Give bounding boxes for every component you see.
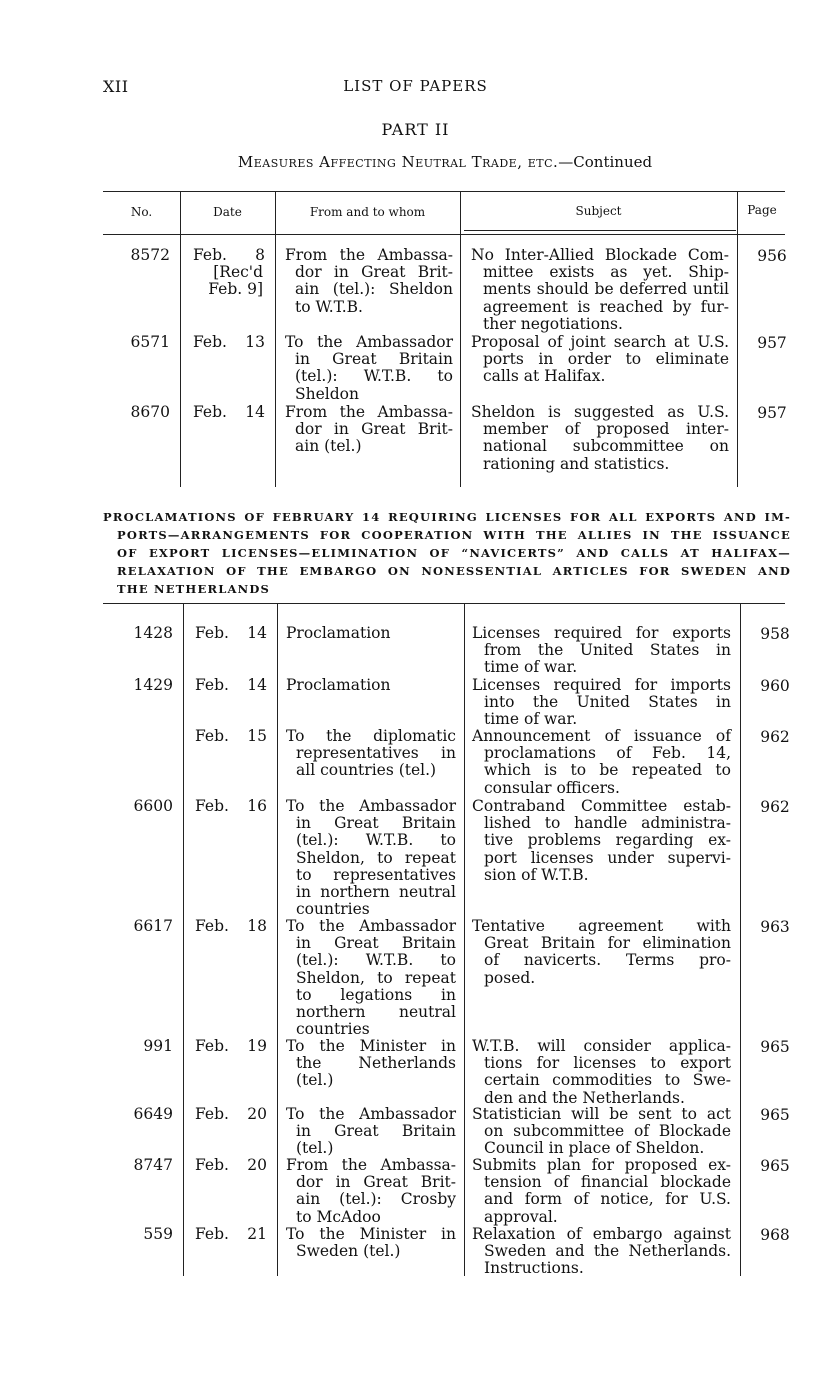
from-line: to legations in <box>296 985 456 1004</box>
paper-number: 8572 <box>130 246 170 264</box>
column-header-page: Page <box>747 203 777 217</box>
from-and-to-whom <box>286 1226 456 1260</box>
subject-line: No Inter-Allied Blockade Com- <box>471 246 729 264</box>
subject <box>472 625 731 677</box>
subject-line: ments should be deferred until <box>483 280 729 299</box>
table1-col-divider <box>180 191 181 487</box>
subject-line: on subcommittee of Blockade <box>484 1122 731 1141</box>
table1-col-divider <box>460 191 461 487</box>
paper-number: 6571 <box>130 333 170 351</box>
page-ref: 962 <box>760 798 790 816</box>
from-line: ain (tel.) <box>295 437 362 456</box>
subject-line: Contraband Committee estab- <box>472 797 731 815</box>
subject-header-underline <box>464 230 736 231</box>
page-ref: 958 <box>760 625 790 643</box>
from-line: To the Minister in <box>286 1225 456 1243</box>
page-number: XII <box>103 77 129 96</box>
paper-date <box>195 625 275 642</box>
subject <box>471 247 729 333</box>
date-month: Feb. <box>195 1225 229 1243</box>
from-line: representatives in <box>296 744 456 763</box>
subject-line: Submits plan for proposed ex- <box>472 1156 731 1174</box>
from-line: Sheldon, to repeat <box>296 848 456 867</box>
page-ref: 965 <box>760 1106 790 1124</box>
table1-col-divider <box>737 191 738 487</box>
subject-line: rationing and statistics. <box>483 454 670 473</box>
subject-line: port licenses under supervi- <box>484 848 731 867</box>
paper-date <box>195 1226 275 1243</box>
date-day: 19 <box>247 1037 267 1055</box>
subject-line: Council in place of Sheldon. <box>484 1139 705 1158</box>
date-month: Feb. <box>195 797 229 815</box>
subject-line: agreement is reached by fur- <box>483 297 729 316</box>
from-line: To the Minister in <box>286 1037 456 1055</box>
subject-line: W.T.B. will consider applica- <box>472 1037 731 1055</box>
date-day: 8 <box>255 246 265 264</box>
running-title: LIST OF PAPERS <box>343 77 488 95</box>
subject-line: consular officers. <box>484 778 620 797</box>
subject <box>471 404 729 473</box>
from-and-to-whom <box>285 247 453 316</box>
subject-line: mittee exists as yet. Ship- <box>483 263 729 282</box>
subject-line: Sheldon is suggested as U.S. <box>471 403 729 421</box>
subject-line: Great Britain for elimination <box>484 934 731 953</box>
from-and-to-whom <box>286 1106 456 1158</box>
table2-col-divider <box>277 603 278 1276</box>
subject-line: into the United States in <box>484 693 731 712</box>
table2-col-divider <box>183 603 184 1276</box>
date-day: 16 <box>247 797 267 815</box>
subject-line: time of war. <box>484 658 578 677</box>
subject-line: Sweden and the Netherlands. <box>484 1242 731 1261</box>
date-day: 15 <box>247 727 267 745</box>
table2-top-rule <box>103 603 785 604</box>
date-month: Feb. <box>195 676 229 694</box>
paper-number: 559 <box>143 1225 173 1243</box>
section-title: Measures Affecting Neutral Trade, etc. <box>237 153 559 171</box>
page-ref: 963 <box>760 918 790 936</box>
subject-line: Announcement of issuance of <box>472 727 731 745</box>
subject-line: certain commodities to Swe- <box>484 1071 731 1090</box>
paper-number: 6600 <box>133 797 173 815</box>
from-line: Sheldon, to repeat <box>296 968 456 987</box>
from-line: in Great Britain <box>296 1122 456 1141</box>
paper-date <box>193 247 273 298</box>
from-line: to representatives <box>296 865 456 884</box>
from-line: dor in Great Brit- <box>295 420 453 439</box>
subject-line: ther negotiations. <box>483 314 623 333</box>
date-day: 20 <box>247 1156 267 1174</box>
paper-number: 8670 <box>130 403 170 421</box>
from-line: in Great Britain <box>296 934 456 953</box>
table2-col-divider <box>464 603 465 1276</box>
subsection-line: THE NETHERLANDS <box>117 582 271 596</box>
page-ref: 965 <box>760 1038 790 1056</box>
paper-number: 6649 <box>133 1105 173 1123</box>
subject <box>472 918 731 987</box>
paper-date <box>195 798 275 815</box>
subsection-line: RELAXATION OF THE EMBARGO ON NONESSENTIAL ARTICLES FOR SWEDEN AND <box>117 564 791 578</box>
from-and-to-whom <box>285 334 453 403</box>
subject-line: tions for licenses to export <box>484 1054 731 1073</box>
subject-line: approval. <box>484 1207 558 1226</box>
date-received: Feb. 9] <box>208 280 263 298</box>
subject-line: from the United States in <box>484 641 731 660</box>
subject-line: den and the Netherlands. <box>484 1088 685 1107</box>
from-and-to-whom <box>285 404 453 456</box>
subject-line: of navicerts. Terms pro- <box>484 951 731 970</box>
from-line: in northern neutral <box>296 883 456 902</box>
from-and-to-whom <box>286 677 456 694</box>
from-line: all countries (tel.) <box>296 761 437 780</box>
subject-line: posed. <box>484 968 536 987</box>
page-ref: 962 <box>760 728 790 746</box>
subject-line: Proposal of joint search at U.S. <box>471 333 729 351</box>
page-ref: 968 <box>760 1226 790 1244</box>
paper-number: 1428 <box>133 624 173 642</box>
paper-date <box>195 1038 275 1055</box>
from-line: to McAdoo <box>296 1207 381 1226</box>
date-day: 20 <box>247 1105 267 1123</box>
from-line: to W.T.B. <box>295 297 363 316</box>
subsection-line: OF EXPORT LICENSES—ELIMINATION OF “NAVICERTS” AND CALLS AT HALIFAX— <box>117 546 791 560</box>
date-month: Feb. <box>195 1156 229 1174</box>
page-ref: 957 <box>757 334 787 352</box>
from-line: dor in Great Brit- <box>295 263 453 282</box>
subject-line: tive problems regarding ex- <box>484 831 731 850</box>
page-ref: 965 <box>760 1157 790 1175</box>
date-day: 18 <box>247 917 267 935</box>
subject <box>472 728 731 797</box>
from-line: in Great Britain <box>295 350 453 369</box>
date-day: 14 <box>247 676 267 694</box>
from-line: countries <box>296 900 370 919</box>
date-month: Feb. <box>195 1037 229 1055</box>
column-header-subject: Subject <box>575 204 622 218</box>
from-line: (tel.) <box>296 1071 334 1090</box>
date-day: 14 <box>247 624 267 642</box>
paper-number: 1429 <box>133 676 173 694</box>
column-header-from: From and to whom <box>309 205 426 219</box>
paper-date <box>195 728 275 745</box>
from-line: (tel.): W.T.B. to <box>296 831 456 850</box>
page-ref: 956 <box>757 247 787 265</box>
from-line: in Great Britain <box>296 814 456 833</box>
subject-line: time of war. <box>484 710 578 729</box>
subject-line: ports in order to eliminate <box>483 350 729 369</box>
subject-line: lished to handle administra- <box>484 814 731 833</box>
paper-number: 8747 <box>133 1156 173 1174</box>
from-line: Proclamation <box>286 624 391 642</box>
from-line: To the Ambassador <box>286 917 456 935</box>
subject <box>472 677 731 729</box>
from-and-to-whom <box>286 1157 456 1226</box>
part-heading: PART II <box>381 120 450 139</box>
date-day: 13 <box>245 333 265 351</box>
from-line: To the diplomatic <box>286 727 456 745</box>
from-line: (tel.) <box>296 1139 334 1158</box>
table1-top-rule <box>103 191 785 192</box>
subject-line: Statistician will be sent to act <box>472 1105 731 1123</box>
date-received: [Rec'd <box>213 263 263 281</box>
subject <box>472 798 731 884</box>
subject-line: Licenses required for imports <box>472 676 731 694</box>
from-line: northern neutral <box>296 1003 456 1022</box>
date-month: Feb. <box>195 727 229 745</box>
subject <box>472 1038 731 1107</box>
subject-line: which is to be repeated to <box>484 761 731 780</box>
table1-header-rule <box>103 234 785 235</box>
page-ref: 957 <box>757 404 787 422</box>
date-month: Feb. <box>195 624 229 642</box>
subject-line: Relaxation of embargo against <box>472 1225 731 1243</box>
date-day: 21 <box>247 1225 267 1243</box>
from-line: From the Ambassa- <box>285 403 453 421</box>
from-line: To the Ambassador <box>286 797 456 815</box>
from-and-to-whom <box>286 625 456 642</box>
subject-line: proclamations of Feb. 14, <box>484 744 731 763</box>
from-line: (tel.): W.T.B. to <box>295 367 453 386</box>
from-line: From the Ambassa- <box>285 246 453 264</box>
paper-date <box>193 334 273 351</box>
paper-date <box>193 404 273 421</box>
subsection-line: PORTS—ARRANGEMENTS FOR COOPERATION WITH THE ALLIES IN THE ISSUANCE <box>117 528 791 542</box>
from-line: dor in Great Brit- <box>296 1173 456 1192</box>
date-month: Feb. <box>193 403 227 421</box>
from-line: To the Ambassador <box>286 1105 456 1123</box>
from-line: (tel.): W.T.B. to <box>296 951 456 970</box>
from-and-to-whom <box>286 798 456 918</box>
subject-line: Licenses required for exports <box>472 624 731 642</box>
paper-date <box>195 1106 275 1123</box>
date-month: Feb. <box>193 333 227 351</box>
date-month: Feb. <box>193 246 227 264</box>
date-month: Feb. <box>195 1105 229 1123</box>
from-and-to-whom <box>286 918 456 1038</box>
subject <box>472 1226 731 1278</box>
subject-line: national subcommittee on <box>483 437 729 456</box>
from-line: Proclamation <box>286 676 391 694</box>
paper-number: 6617 <box>133 917 173 935</box>
subject <box>471 334 729 386</box>
section-heading <box>0 153 831 171</box>
subject-line: member of proposed inter- <box>483 420 729 439</box>
paper-date <box>195 677 275 694</box>
from-and-to-whom <box>286 1038 456 1090</box>
subject-line: and form of notice, for U.S. <box>484 1190 731 1209</box>
from-line: ain (tel.): Sheldon <box>295 280 453 299</box>
from-line: ain (tel.): Crosby <box>296 1190 456 1209</box>
subject-line: Instructions. <box>484 1259 584 1278</box>
subject <box>472 1106 731 1158</box>
from-line: countries <box>296 1020 370 1039</box>
column-header-no: No. <box>130 205 153 219</box>
table2-col-divider <box>740 603 741 1276</box>
date-day: 14 <box>245 403 265 421</box>
subject <box>472 1157 731 1226</box>
from-line: To the Ambassador <box>285 333 453 351</box>
subsection-heading <box>103 508 791 598</box>
from-line: Sheldon <box>295 384 359 403</box>
subject-line: calls at Halifax. <box>483 367 606 386</box>
table1-col-divider <box>275 191 276 487</box>
from-and-to-whom <box>286 728 456 780</box>
subsection-line: PROCLAMATIONS OF FEBRUARY 14 REQUIRING LICENSES FOR ALL EXPORTS AND IM- <box>103 510 791 524</box>
section-suffix: —Continued <box>558 153 653 171</box>
paper-date <box>195 918 275 935</box>
subject-line: Tentative agreement with <box>472 917 731 935</box>
subject-line: tension of financial blockade <box>484 1173 731 1192</box>
paper-number: 991 <box>143 1037 173 1055</box>
column-header-date: Date <box>213 205 242 219</box>
date-month: Feb. <box>195 917 229 935</box>
from-line: From the Ambassa- <box>286 1156 456 1174</box>
subject-line: sion of W.T.B. <box>484 865 589 884</box>
page-ref: 960 <box>760 677 790 695</box>
from-line: Sweden (tel.) <box>296 1242 401 1261</box>
from-line: the Netherlands <box>296 1054 456 1073</box>
paper-date <box>195 1157 275 1174</box>
